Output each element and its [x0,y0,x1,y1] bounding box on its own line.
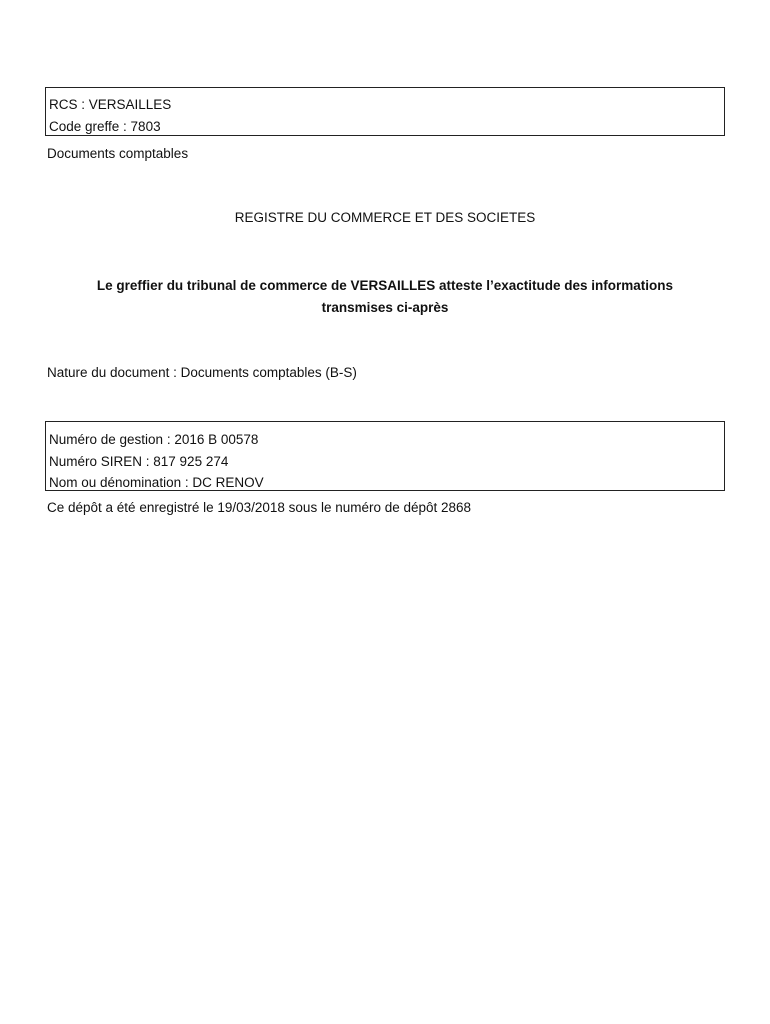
documents-comptables-line: Documents comptables [47,146,189,161]
code-greffe-line: Code greffe : 7803 [49,119,161,134]
deposit-line: Ce dépôt a été enregistré le 19/03/2018 sous le numéro de dépôt 2868 [47,500,472,515]
attestation-line-1: Le greffier du tribunal de commerce de VERSAILLES atteste l’exactitude des informations [96,278,674,293]
rcs-line: RCS : VERSAILLES [49,97,172,112]
nature-document-line: Nature du document : Documents comptables (B-S) [47,365,357,380]
header-box [45,87,725,136]
info-box [45,421,725,491]
numero-siren-line: Numéro SIREN : 817 925 274 [49,454,229,469]
attestation-line-2: transmises ci-après [321,300,449,315]
numero-gestion-line: Numéro de gestion : 2016 B 00578 [49,432,259,447]
registry-title: REGISTRE DU COMMERCE ET DES SOCIETES [234,210,536,225]
denomination-line: Nom ou dénomination : DC RENOV [49,475,264,490]
